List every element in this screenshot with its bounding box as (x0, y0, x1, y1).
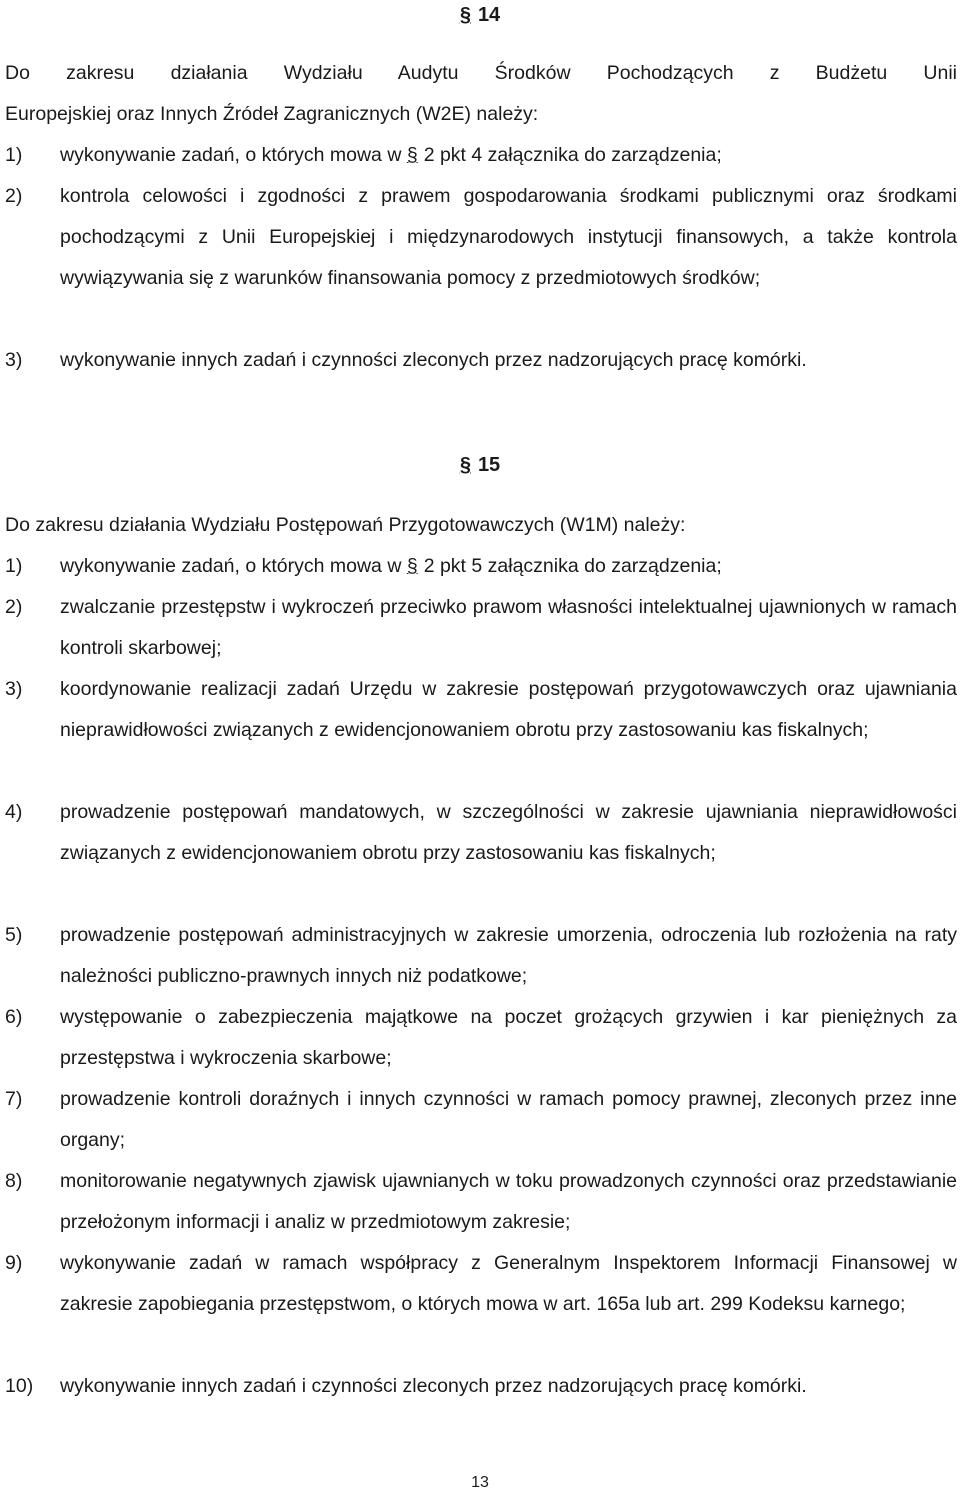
item-text (60, 546, 957, 587)
item-number: 3) (5, 349, 23, 371)
item-number: 6) (5, 1006, 23, 1028)
item-text: kontrola celowości i zgodności z prawem gospodarowania środkami publicznymi oraz środkami pochodzącymi z Unii Europejskiej i międzynarodowych instytucji finansowych, a także kontrola wywiązywania się z warunków finansowania pomocy z przedmiotowych środków; (60, 185, 957, 289)
section-sign: § (459, 4, 471, 26)
section-14-heading (0, 2, 960, 28)
list-item (5, 1243, 957, 1325)
section-14-intro-line2: Europejskiej oraz Innych Źródeł Zagranicznych (W2E) należy: (5, 103, 539, 125)
list-item (5, 546, 957, 587)
list-item (5, 1161, 957, 1243)
list-item (5, 669, 957, 751)
item-number: 2) (5, 596, 23, 618)
item-text: wykonywanie zadań w ramach współpracy z Generalnym Inspektorem Informacji Finansowej w zakresie zapobiegania przestępstwom, o których mowa w art. 165a lub art. 299 Kodeksu karnego; (60, 1252, 957, 1315)
item-text: wykonywanie innych zadań i czynności zleconych przez nadzorujących pracę komórki. (60, 1375, 807, 1397)
item-text: prowadzenie kontroli doraźnych i innych czynności w ramach pomocy prawnej, zleconych przez inne organy; (60, 1088, 957, 1151)
item-text: koordynowanie realizacji zadań Urzędu w zakresie postępowań przygotowawczych oraz ujawniania nieprawidłowości związanych z ewidencjonowaniem obrotu przy zastosowaniu kas fiskalnych; (60, 678, 957, 741)
item-number: 1) (5, 144, 23, 166)
item-text (60, 135, 957, 176)
item-text: prowadzenie postępowań administracyjnych w zakresie umorzenia, odroczenia lub rozłożenia na raty należności publiczno-prawnych innych niż podatkowe; (60, 924, 957, 987)
list-item (5, 915, 957, 997)
section-14-intro-line1: Do zakresu działania Wydziału Audytu Środków Pochodzących z Budżetu Unii (5, 62, 957, 84)
list-item (5, 587, 957, 669)
section-sign: § (406, 144, 418, 166)
item-number: 1) (5, 555, 23, 577)
item-text: prowadzenie postępowań mandatowych, w szczególności w zakresie ujawniania nieprawidłowości związanych z ewidencjonowaniem obrotu przy zastosowaniu kas fiskalnych; (60, 801, 957, 864)
item-text-part: wykonywanie zadań, o których mowa w (60, 144, 407, 166)
list-item (5, 135, 957, 176)
list-item (5, 1366, 957, 1407)
item-number: 8) (5, 1170, 23, 1192)
item-text-part: wykonywanie zadań, o których mowa w (60, 555, 407, 577)
section-sign: § (406, 555, 418, 577)
list-item (5, 997, 957, 1079)
list-item (5, 176, 957, 299)
item-number: 3) (5, 678, 23, 700)
list-item (5, 340, 957, 381)
item-text-part: 2 pkt 5 załącznika do zarządzenia; (423, 555, 722, 577)
item-text: występowanie o zabezpieczenia majątkowe na poczet grożących grzywien i kar pieniężnych za przestępstwa i wykroczenia skarbowe; (60, 1006, 957, 1069)
item-text: monitorowanie negatywnych zjawisk ujawnianych w toku prowadzonych czynności oraz przedstawianie przełożonym informacji i analiz w przedmiotowym zakresie; (60, 1170, 957, 1233)
list-item (5, 792, 957, 874)
item-text: zwalczanie przestępstw i wykroczeń przeciwko prawom własności intelektualnej ujawnionych w ramach kontroli skarbowej; (60, 596, 957, 659)
section-sign: § (459, 454, 471, 476)
section-15-intro: Do zakresu działania Wydziału Postępowań Przygotowawczych (W1M) należy: (5, 514, 686, 536)
item-number: 10) (5, 1375, 34, 1397)
section-number: 14 (477, 4, 501, 26)
item-number: 2) (5, 185, 23, 207)
item-number: 5) (5, 924, 23, 946)
item-text-part: 2 pkt 4 załącznika do zarządzenia; (423, 144, 722, 166)
section-15-heading (0, 452, 960, 478)
section-number: 15 (477, 454, 501, 476)
page-number: 13 (471, 1474, 489, 1491)
item-number: 4) (5, 801, 23, 823)
item-number: 7) (5, 1088, 23, 1110)
item-text: wykonywanie innych zadań i czynności zleconych przez nadzorujących pracę komórki. (60, 349, 807, 371)
item-number: 9) (5, 1252, 23, 1274)
list-item (5, 1079, 957, 1161)
